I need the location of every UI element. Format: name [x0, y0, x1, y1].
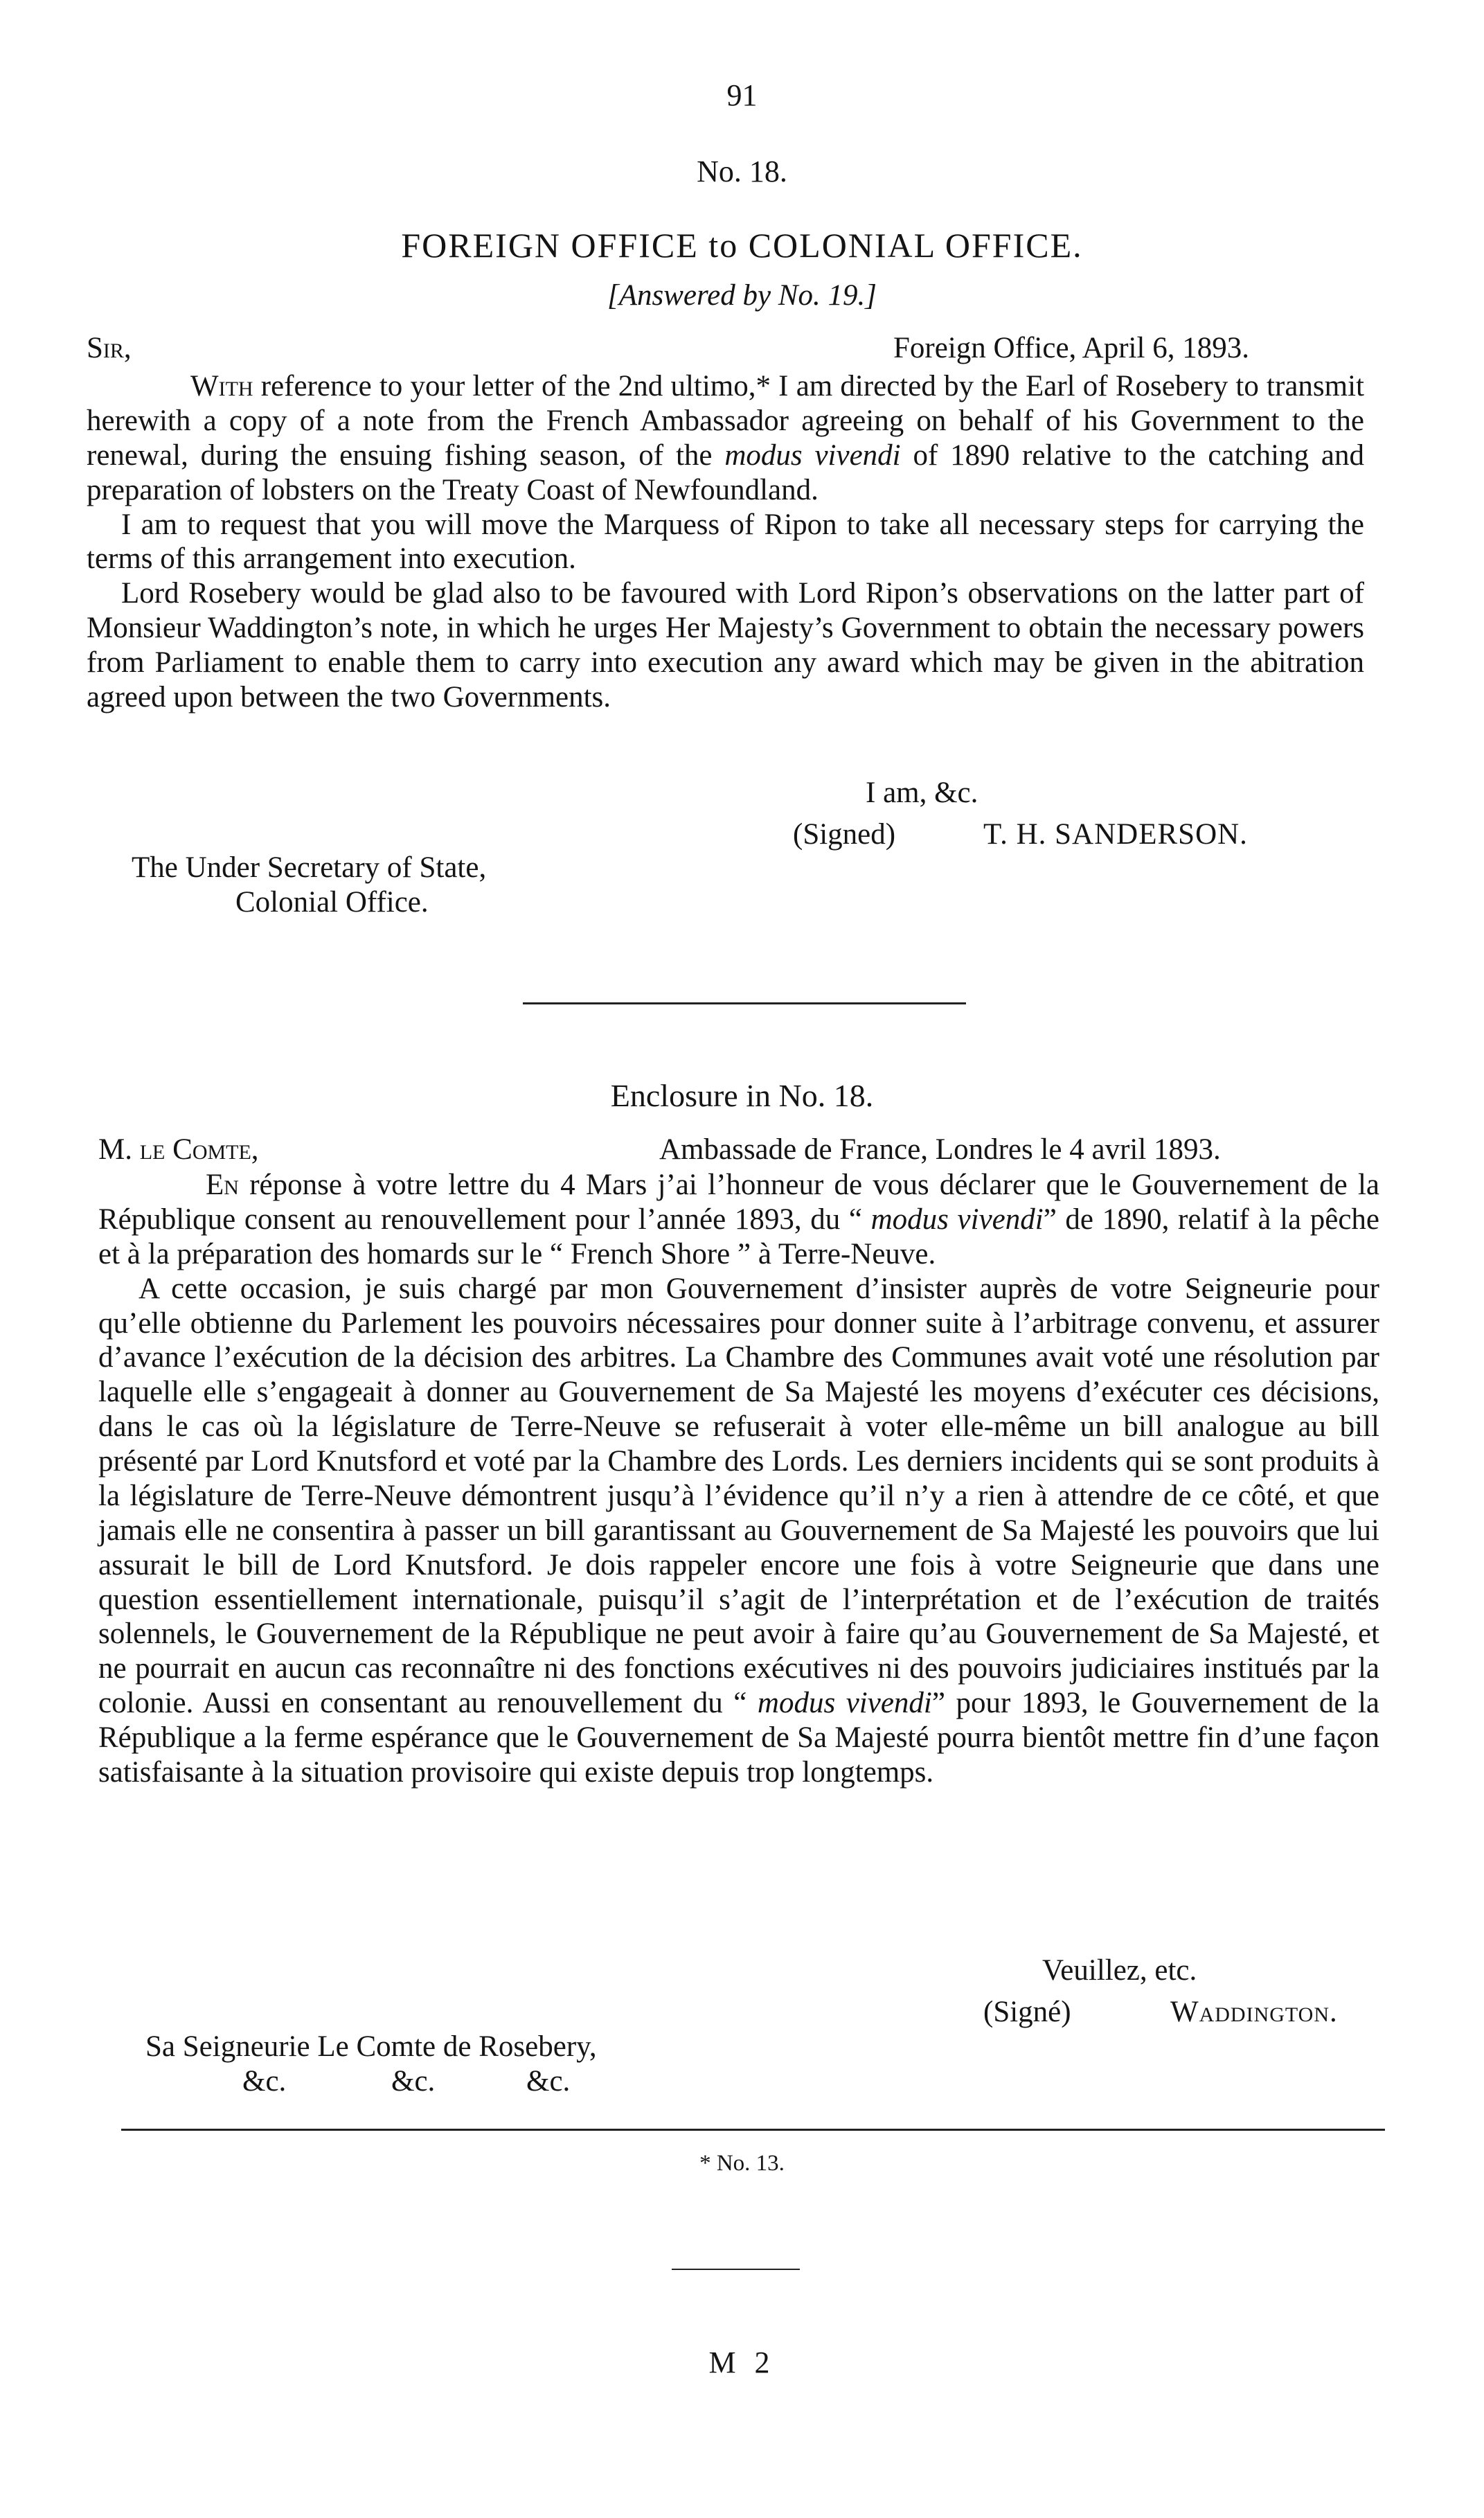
addressee-line: The Under Secretary of State,: [132, 851, 487, 884]
addressee-etc: &c.: [242, 2065, 287, 2098]
paragraph: Lord Rosebery would be glad also to be favoured with Lord Ripon’s observations on the latter part of Monsieur Waddington’s note, in which he urges Her Majesty’s Government to obtain the necessary powers from Parliament to enable them to carry into execution any award which may be given in the abitration agreed upon between the two Governments.: [87, 577, 1364, 713]
letter-body: [87, 369, 1364, 715]
section-divider: [523, 1002, 966, 1004]
addressee-line: Colonial Office.: [235, 886, 429, 919]
document-heading: FOREIGN OFFICE to COLONIAL OFFICE.: [401, 226, 1083, 265]
signer: T. H. SANDERSON.: [983, 818, 1248, 851]
signed-label: (Signé): [983, 1996, 1071, 2028]
latin-term: modus vivendi: [757, 1687, 932, 1720]
footnote-rule: [121, 2129, 1385, 2131]
lead-word: With: [190, 370, 253, 402]
signer: Waddington.: [1170, 1996, 1338, 2028]
place-date: Foreign Office, April 6, 1893.: [893, 332, 1249, 364]
latin-term: modus vivendi: [724, 438, 901, 472]
lead-word: En: [206, 1169, 239, 1201]
signed-label: (Signed): [793, 818, 896, 851]
closing: I am, &c.: [866, 777, 978, 809]
paragraph: With reference to your letter of the 2nd ultimo,* I am directed by the Earl of Rosebery to transmit herewith a copy of a note from the French Ambassador agreeing on behalf of his Government to the renewal, during the ensuing fishing season, of the modus vivendi of 1890 relative to the catching and preparation of lobsters on the Treaty Coast of Newfoundland.: [87, 370, 1365, 506]
addressee-etc: &c.: [391, 2065, 436, 2098]
paragraph: A cette occasion, je suis chargé par mon Gouvernement d’insister auprès de votre Seigneurie pour qu’elle obtienne du Parlement les pouvoirs nécessaires pour donner suite à l’arbitrage convenu, et assurer d’avance l’exécution de la décision des arbitres. La Chambre des Communes avait voté une résolution par laquelle elle s’engageait à donner au Gouvernement de Sa Majesté les moyens d’exécuter ces décisions, dans le cas où la législature de Terre-Neuve se refuserait à voter elle-même un bill analogue au bill présenté par Lord Knutsford et voté par la Chambre des Lords. Les derniers incidents qui se sont produits à la législature de Terre-Neuve démontrent jusqu’à l’évidence qu’il n’y a rien à attendre de ce côté, et que jamais elle ne consentira à passer un bill garantissant au Gouvernement de Sa Majesté les pouvoirs que lui assurait le bill de Lord Knutsford. Je dois rappeler encore une fois à votre Seigneurie que dans une question essentiellement internationale, puisqu’il s’agit de l’interprétation et de l’exécution de traités solennels, le Gouvernement de la République ne peut avoir à faire qu’au Gouvernement de Sa Majesté, et ne pourrait en aucun cas reconnaître ni des fonctions exécutives ni des pouvoirs judiciaires institués par la colonie. Aussi en consentant au renouvellement du “ modus vivendi” pour 1893, le Gouvernement de la République a la ferme espérance que le Gouvernement de Sa Majesté pourra bientôt mettre fin d’une façon satisfaisante à la situation provisoire qui existe depuis trop longtemps.: [98, 1272, 1380, 1789]
document-number: No. 18.: [697, 154, 787, 188]
addressee-etc: &c.: [526, 2065, 571, 2098]
closing: Veuillez, etc.: [1042, 1954, 1197, 1987]
latin-term: modus vivendi: [870, 1203, 1044, 1236]
addressee-line: Sa Seigneurie Le Comte de Rosebery,: [145, 2030, 597, 2063]
salutation: Sir,: [87, 332, 132, 364]
enclosure-body: [98, 1168, 1379, 1790]
signature-mark: M 2: [708, 2346, 776, 2379]
page-number: 91: [726, 78, 758, 112]
short-rule: [672, 2269, 800, 2270]
paragraph: I am to request that you will move the Marquess of Ripon to take all necessary steps for carrying the terms of this arrangement into execution.: [87, 508, 1364, 576]
paragraph: En réponse à votre lettre du 4 Mars j’ai l’honneur de vous déclarer que le Gouvernement de la République consent au renouvellement pour l’année 1893, du “ modus vivendi” de 1890, relatif à la pêche et à la préparation des homards sur le “ French Shore ” à Terre-Neuve.: [98, 1169, 1380, 1270]
salutation: M. le Comte,: [98, 1133, 259, 1166]
place-date: Ambassade de France, Londres le 4 avril 1893.: [659, 1133, 1221, 1166]
answered-note: [Answered by No. 19.]: [607, 279, 877, 312]
enclosure-heading: Enclosure in No. 18.: [610, 1078, 874, 1113]
footnote: * No. 13.: [699, 2151, 785, 2176]
